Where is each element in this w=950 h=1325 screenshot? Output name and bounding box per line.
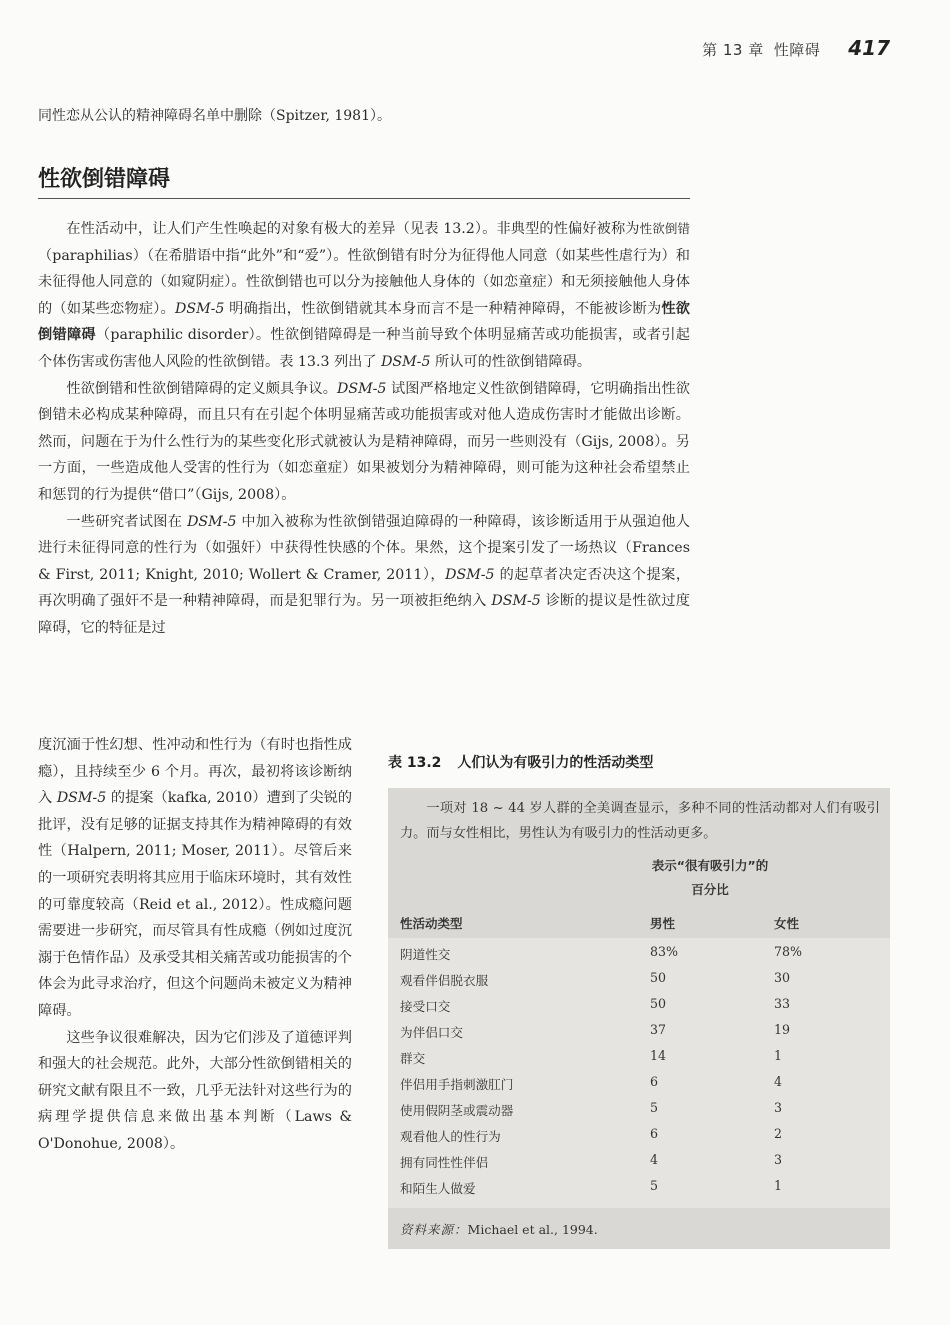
table-source-citation: Michael et al., 1994. (467, 1222, 598, 1237)
table-number: 表 13.2 (388, 755, 442, 771)
table-row: 为伴侣口交 37 19 (400, 1022, 791, 1040)
table-group-header: 表示“很有吸引力”的百分比 (651, 858, 769, 897)
table-source (400, 1220, 598, 1238)
body-text-narrow-column (38, 732, 352, 1158)
table-row: 群交 14 1 (400, 1048, 783, 1066)
section-title-rule (38, 198, 690, 199)
table-source-label: 资料来源： (400, 1222, 468, 1237)
table-title: 人们认为有吸引力的性活动类型 (457, 755, 654, 771)
carry-over-paragraph: 同性恋从公认的精神障碍名单中删除（Spitzer, 1981）。 (38, 108, 391, 124)
table-row: 观看伴侣脱衣服 50 30 (400, 970, 791, 988)
paragraph-3-continued: 度沉湎于性幻想、性冲动和性行为（有时也指性成瘾），且持续至少 6 个月。再次，最初将该诊断纳入 DSM-5 的提案（kafka, 2010）遭到了尖锐的批评，没有足够的证据支持其作为精神障碍的有效性（Halpern, 2011; Moser, 2011）。尽管后来的一项研究表明将其应用于临床环境时，其有效性的可靠度较高（Reid et al., 2012）。性成瘾问题需要进一步研究，而尽管具有性成瘾（例如过度沉溺于色情作品）及承受其相关痛苦或功能损害的个体会为此寻求治疗，但这个问题尚未被定义为精神障碍。 (38, 737, 353, 1019)
column-header-male: 男性 (650, 916, 676, 931)
chapter-number: 第 13 章 (702, 41, 764, 59)
paragraph-2: 性欲倒错和性欲倒错障碍的定义颇具争议。DSM-5 试图严格地定义性欲倒错障碍，它明确指出性欲倒错未必构成某种障碍，而且只有在引起个体明显痛苦或功能损害或对他人造成伤害时才能做出诊断。然而，问题在于为什么性行为的某些变化形式就被认为是精神障碍，而另一些则没有（Gijs, 2008）。另一方面，一些造成他人受害的性行为（如恋童症）如果被划分为精神障碍，则可能为这种社会希望禁止和惩罚的行为提供“借口”（Gijs, 2008）。 (38, 380, 690, 503)
page-number: 417 (848, 36, 890, 60)
paragraph-4: 这些争议很难解决，因为它们涉及了道德评判和强大的社会规范。此外，大部分性欲倒错相关的研究文献有限且不一致，几乎无法针对这些行为的病理学提供信息来做出基本判断（Laws & O'Donohue, 2008）。 (38, 1029, 352, 1152)
table-row: 阴道性交 83% 78% (400, 944, 802, 962)
table-row: 使用假阴茎或震动器 5 3 (400, 1100, 783, 1118)
running-head (702, 36, 890, 60)
table-row: 伴侣用手指刺激肛门 6 4 (400, 1074, 783, 1092)
paragraph-1: 在性活动中，让人们产生性唤起的对象有极大的差异（见表 13.2）。非典型的性偏好被称为性欲倒错（paraphilias）（在希腊语中指“此外”和“爱”）。性欲倒错有时分为征得他人同意（如某些性虐行为）和未征得他人同意的（如窥阴症）。性欲倒错也可以分为接触他人身体的（如恋童症）和无须接触他人身体的（如某些恋物症）。DSM-5 明确指出，性欲倒错就其本身而言不是一种精神障碍，不能被诊断为性欲倒错障碍（paraphilic disorder）。性欲倒错障碍是一种当前导致个体明显痛苦或功能损害，或者引起个体伤害或伤害他人风险的性欲倒错。表 13.3 列出了 DSM-5 所认可的性欲倒错障碍。 (38, 221, 690, 370)
table-row: 观看他人的性行为 6 2 (400, 1126, 783, 1144)
table-box (388, 788, 890, 1249)
body-text-full-width (38, 216, 690, 642)
chapter-title: 性障碍 (773, 41, 821, 59)
section-title: 性欲倒错障碍 (38, 167, 171, 192)
table-body (388, 940, 890, 1200)
column-header-female: 女性 (774, 916, 800, 931)
table-row: 接受口交 50 33 (400, 996, 791, 1014)
bold-term: 性欲倒错障碍 (38, 300, 690, 344)
column-header-activity: 性活动类型 (400, 916, 463, 931)
table-row: 拥有同性性伴侣 4 3 (400, 1152, 783, 1170)
table-intro: 一项对 18 ~ 44 岁人群的全美调查显示，多种不同的性活动都对人们有吸引力。而与女性相比，男性认为有吸引力的性活动更多。 (400, 801, 880, 841)
paragraph-3: 一些研究者试图在 DSM-5 中加入被称为性欲倒错强迫障碍的一种障碍，该诊断适用于从强迫他人进行未征得同意的性行为（如强奸）中获得性快感的个体。果然，这个提案引发了一场热议（Frances & First, 2011; Knight, 2010; Wollert & Cramer, 2011），DSM-5 的起草者决定否决这个提案，再次明确了强奸不是一种精神障碍，而是犯罪行为。另一项被拒绝纳入 DSM-5 诊断的提议是性欲过度障碍，它的特征是过 (38, 513, 691, 636)
table-row: 和陌生人做爱 5 1 (400, 1178, 783, 1196)
key-term: 性欲倒错 (639, 221, 690, 236)
table-header-row (388, 910, 890, 938)
table-caption (388, 752, 708, 772)
